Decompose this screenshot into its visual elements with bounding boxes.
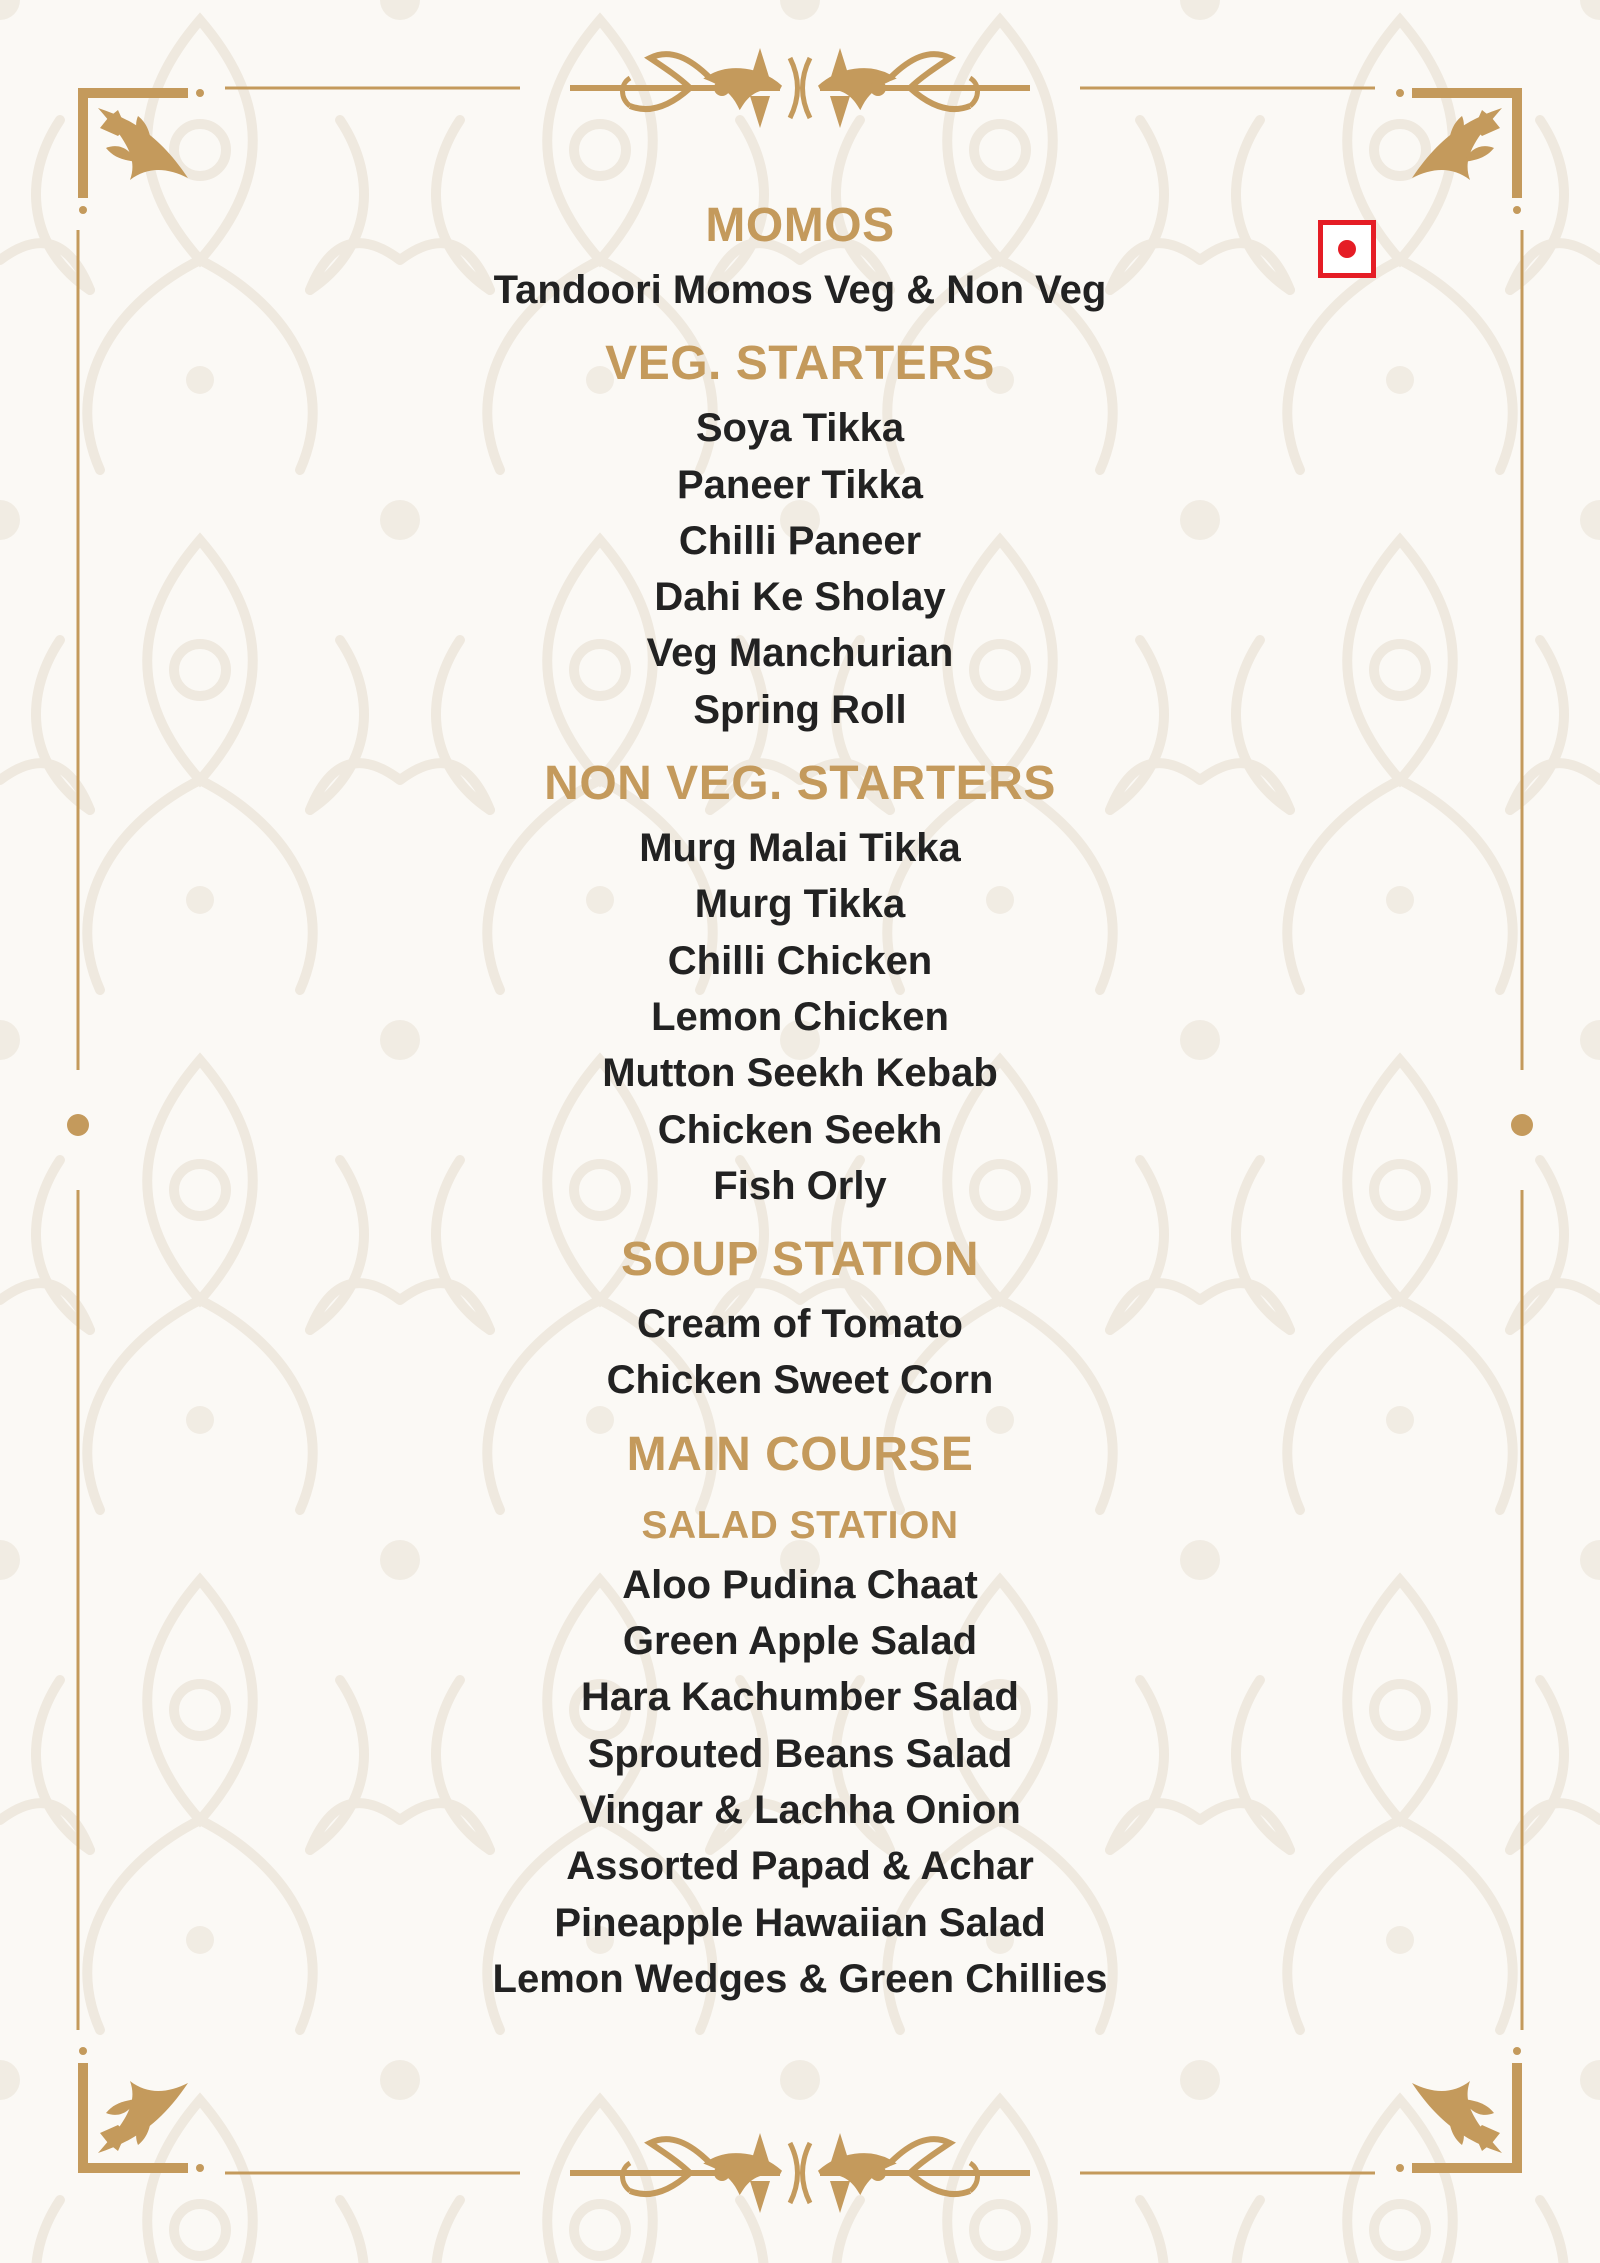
menu-item: Lemon Chicken xyxy=(651,994,949,1039)
menu-item: Lemon Wedges & Green Chillies xyxy=(492,1956,1108,2001)
indicator-dot xyxy=(1338,240,1356,258)
menu-section xyxy=(300,190,1300,318)
section-title: MAIN COURSE xyxy=(626,1427,974,1481)
section-subtitle: SALAD STATION xyxy=(641,1503,959,1547)
menu-section xyxy=(300,328,1300,738)
menu-item: Murg Malai Tikka xyxy=(639,826,961,871)
menu-item: Green Apple Salad xyxy=(622,1619,978,1664)
menu-section xyxy=(300,1419,1300,2007)
menu-item: Dahi Ke Sholay xyxy=(654,575,946,620)
menu-item: Chilli Paneer xyxy=(678,518,922,563)
menu-item: Soya Tikka xyxy=(695,406,905,451)
menu-item: Spring Roll xyxy=(693,687,907,732)
menu-content xyxy=(300,190,1300,2007)
non-veg-indicator-icon xyxy=(1318,220,1376,278)
menu-item: Vingar & Lachha Onion xyxy=(579,1787,1021,1832)
menu-item: Cream of Tomato xyxy=(637,1302,963,1347)
menu-item: Chilli Chicken xyxy=(667,938,933,983)
section-title: VEG. STARTERS xyxy=(605,337,995,391)
menu-item: Chicken Sweet Corn xyxy=(606,1358,994,1403)
menu-item: Mutton Seekh Kebab xyxy=(602,1051,998,1096)
menu-item: Assorted Papad & Achar xyxy=(566,1844,1034,1889)
section-title: NON VEG. STARTERS xyxy=(544,757,1056,811)
menu-item: Sprouted Beans Salad xyxy=(587,1731,1013,1776)
menu-section xyxy=(300,1224,1300,1409)
menu-item: Tandoori Momos Veg & Non Veg xyxy=(493,268,1107,312)
menu-item: Paneer Tikka xyxy=(676,462,924,507)
menu-item: Hara Kachumber Salad xyxy=(581,1675,1019,1720)
menu-item: Murg Tikka xyxy=(694,882,906,927)
menu-item: Veg Manchurian xyxy=(646,631,954,676)
menu-item: Aloo Pudina Chaat xyxy=(622,1562,978,1607)
menu-item: Fish Orly xyxy=(713,1163,887,1208)
section-title: SOUP STATION xyxy=(620,1233,980,1287)
menu-item: Pineapple Hawaiian Salad xyxy=(554,1900,1046,1945)
menu-section xyxy=(300,748,1300,1214)
menu-item: Chicken Seekh xyxy=(657,1107,943,1152)
section-title: MOMOS xyxy=(705,199,895,252)
